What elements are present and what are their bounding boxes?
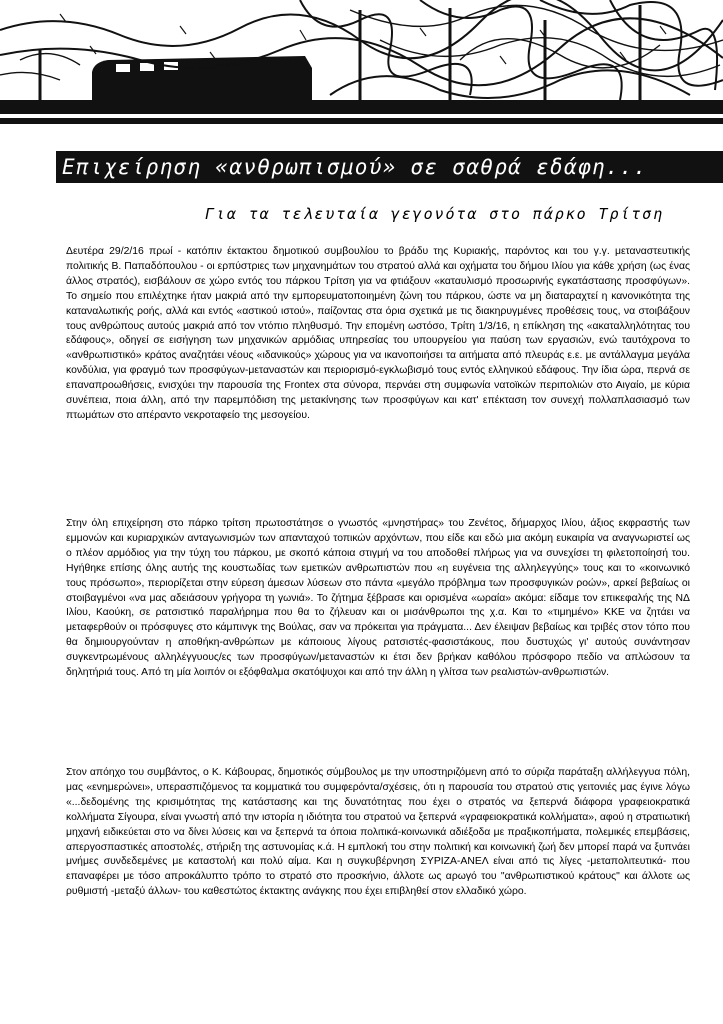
page-subtitle: Για τα τελευταία γεγονότα στο πάρκο Τρίτση: [205, 205, 665, 223]
article-paragraph-3: Στον απόηχο του συμβάντος, ο Κ. Κάβουρας, δημοτικός σύμβουλος με την υποστηριζόμενη από το σύριζα παράταξη αλλήλεγγυα πόλη, μας «ενημερώνει», υπερασπιζόμενος τα κομματικά του συμφερόντα/σχέσεις, ότι η παρουσία του στρατού στις γειτονιές μας έγινε λόγω «...δεδομένης της κρισιμότητας της κατάστασης και της δυνατότητας που έχει ο στρατός να ξεπερνά διάφορα γραφειοκρατικά κολλήματα Σίγουρα, είναι γνωστή από την ιστορία η ιδιότητα του στρατού να ξεπερνά «γραφειοκρατικά κολλήματα», αφού η στρατιωτική μηχανή ειδικεύεται στο να δίνει λύσεις και να ξεπερνά τα όποια πολιτικά-κοινωνικά αδιέξοδα με πραξικοπήματα, πολεμικές επεμβάσεις, απεργοσπαστικές αποστολές, στήριξη της αστυνομίας κ.ά. Η εμπλοκή του στην πολιτική και κοινωνική ζωή δεν μπορεί παρά να ξυπνάει μνήμες συνδεδεμένες με καταστολή και πολύ αίμα. Και η συγκυβέρνηση ΣΥΡΙΖΑ-ΑΝΕΛ είναι από τις λίγες -μεταπολιτευτικά- που επαναφέρει με τόσο απροκάλυπτο τρόπο το στρατό στο προσκήνιο, άλλοτε ως αρωγό του "ανθρωπιστικού κράτους" και άλλοτε ως ρυθμιστή -μεταξύ άλλων- του καθεστώτος έκτακτης ανάγκης που έχει επιβληθεί στον ελλαδικό χώρο.: [66, 767, 690, 898]
barbed-wire-train-illustration: [0, 0, 723, 128]
header-banner-image: [0, 0, 723, 128]
page-title: Επιχείρηση «ανθρωπισμού» σε σαθρά εδάφη...: [62, 155, 648, 179]
article-paragraph-2: Στην όλη επιχείρηση στο πάρκο τρίτση πρωτοστάτησε ο γνωστός «μνηστήρας» του Ζενέτος, δήμαρχος Ιλίου, άξιος εκφραστής των εμμονών και κυριαρχικών ανταγωνισμών των απανταχού τοπικών αρχόντων, που είδε και εδώ μια ακόμη ευκαιρία να αναγνωριστεί ως ο πλέον αρμόδιος για την τύχη του πάρκου, με σκοπό κάποια στιγμή να του αποδοθεί πλήρως για να συνεχίσει τη φιλετοποίησή του. Ηγήθηκε επίσης όλης αυτής της κουστωδίας των εμετικών ανθρωπιστών που «η ευγένεια της αλληλεγγύης» τους και το «κοινωνικό τους πρόσωπο», περιορίζεται στην εύρεση άμεσων λύσεων στο πάντα «μεγάλο πρόβλημα των προσφυγικών ροών», αρκεί βεβαίως οι στοιβαγμένοι «να μας αδειάσουν γρήγορα τη γωνιά». Το ζήτημα ξέβρασε και ορισμένα «ωραία» ακόμα: είδαμε τον επικεφαλής της ΝΔ Ιλίου, Καούκη, σε ρατσιστικό παραλήρημα που θα το ζήλευαν και οι μισάνθρωποι της χ.α. Και το «τιμημένο» ΚΚΕ να ζητάει να μεταφερθούν οι πρόσφυγες στο κάμπινγκ της Βούλας, σαν να πρόκειται για πράγματα... Δεν έλειψαν βεβαίως και τριβές στον τόπο που θα δημιουργούνταν η αποθήκη-ανθρώπων με κάποιους λίγους ρατσιστές-φασιστάκους, που δυστυχώς γι' αυτούς συνάντησαν συγκεντρωμένους αλληλέγγυους/ες των προσφύγων/μεταναστών κι έτσι δεν βρήκαν καθόλου πρόσφορο πεδίο να απλώσουν τα δηλητήριά τους. Από τη μία λοιπόν οι εξόφθαλμα σκατόψυχοι και από την άλλη η γλίτσα των ρεαλιστών-ανθρωπιστών.: [66, 518, 690, 679]
article-paragraph-1: Δευτέρα 29/2/16 πρωί - κατόπιν έκτακτου δημοτικού συμβουλίου το βράδυ της Κυριακής, παρόντος και του γ.γ. μεταναστευτικής πολιτικής Β. Παπαδόπουλου - οι ερπύστριες των μηχανημάτων του στρατού αλλά και οχήματα του δήμου Ιλίου για κάθε χρήση (ως ένας άλλος στρατός), εισβάλουν σε χώρο εντός του πάρκου Τρίτση για να φτιάξουν «καταυλισμό προσωρινής εγκατάστασης προσφύγων». Το σημείο που επιλέχτηκε ήταν μακριά από την εμπορευματοποιημένη ζώνη του πάρκου, ώστε να μη διαταραχτεί η κανονικότητα της καταναλωτικής ροής, αλλά και εντός «αστικού ιστού», παίζοντας στα όρια σχετικά με τις διακηρυγμένες προθέσεις τους, να στοιβάξουν τους ανθρώπους αυτούς μακριά από τον ντόπιο πληθυσμό. Την επομένη ωστόσο, Τρίτη 1/3/16, η επίκληση της «ακαταλληλότητας του εδάφους», οδηγεί σε εισήγηση των μηχανικών αρμόδιας υπηρεσίας του υπουργείου για παύση των εργασιών, ενώ ταυτόχρονα το «ανθρωπιστικό» κράτος αναζητάει νέους «ιδανικούς» χώρους για να ικανοποιήσει τα αιτήματα από πλευράς ε.ε. με αντάλλαγμα μεγάλα κονδύλια, για φραγμό των προσφύγων-μεταναστών και περιορισμό-εγκλωβισμό τους εντός ελληνικού εδάφους. Την ίδια ώρα, περνά σε επαναπροωθήσεις, ενισχύει την παρουσία της Frontex στα σύνορα, περνάει στη συμφωνία νατοϊκών περιπολιών στο Αιγαίο, με κύρια συνέπεια, ποια άλλη, από την παρεμπόδιση της μετακίνησης των προσφύγων και κατ' επέκταση τον συνεχή πολλαπλασιασμό των πτωμάτων στο απέραντο νεκροταφείο της μεσογείου.: [66, 246, 690, 421]
